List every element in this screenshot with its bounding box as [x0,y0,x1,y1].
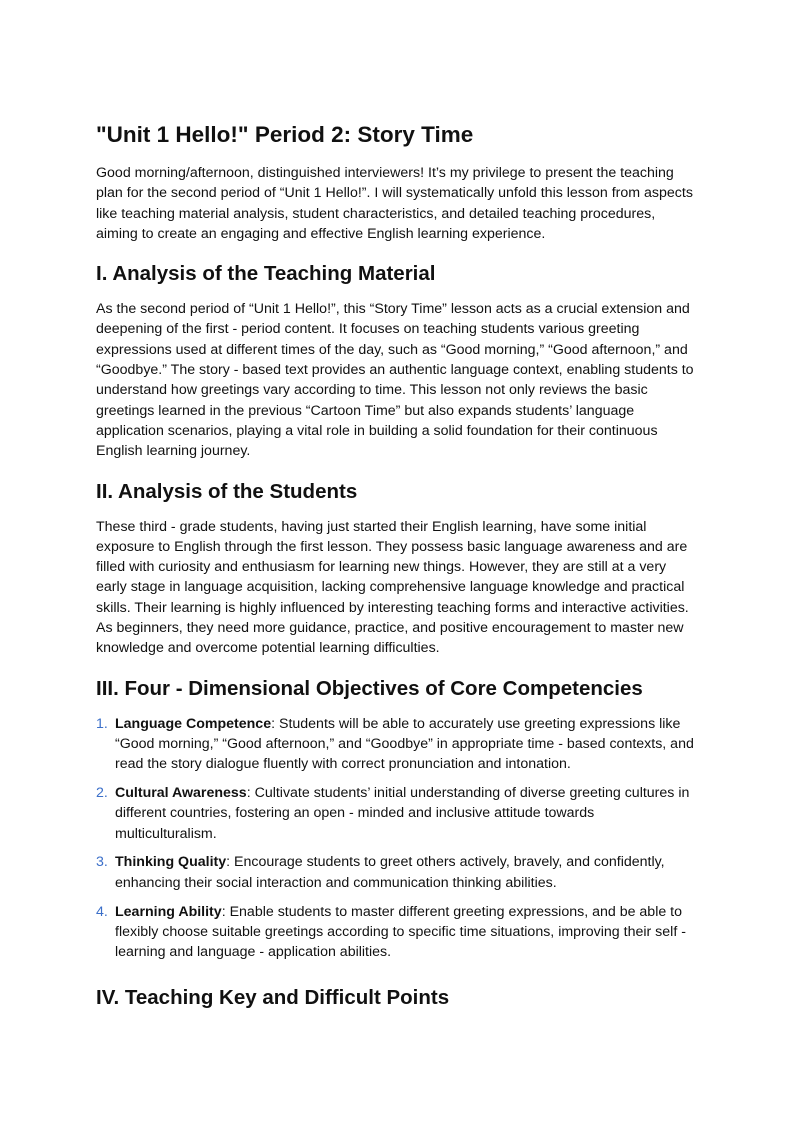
list-item [96,783,697,844]
list-item [96,852,697,893]
list-number: 3. [96,854,108,871]
list-item-term: Cultural Awareness [115,785,247,802]
section-body-material: As the second period of “Unit 1 Hello!”, this “Story Time” lesson acts as a crucial extension and deepening of the first - period content. It focuses on teaching students various greeting expressions used at different times of the day, such as “Good morning,” “Good afternoon,” and “Goodbye.” The story - based text provides an authentic language context, enabling students to understand how greetings vary according to time. This lesson not only reviews the basic greetings learned in the previous “Cartoon Time” but also expands students’ language application scenarios, playing a vital role in building a solid foundation for their continuous English learning journey. [96,301,694,460]
list-item [96,902,697,963]
section-heading-key-points: IV. Teaching Key and Difficult Points [96,986,450,1010]
section-heading-material: I. Analysis of the Teaching Material [96,262,436,286]
list-item-text: : Enable students to master different greeting expressions, and be able to flexibly choose suitable greetings according to specific time situations, improving their self - learning and language - application abilities. [115,903,686,961]
objectives-list [96,714,697,963]
section-heading-objectives: III. Four - Dimensional Objectives of Core Competencies [96,676,643,700]
list-number: 4. [96,903,108,920]
intro-paragraph: Good morning/afternoon, distinguished interviewers! It’s my privilege to present the teaching plan for the second period of “Unit 1 Hello!”. I will systematically unfold this lesson from aspects like teaching material analysis, student characteristics, and detailed teaching procedures, aiming to create an engaging and effective English learning experience. [96,165,693,242]
section-body-students: These third - grade students, having just started their English learning, have some initial exposure to English through the first lesson. They possess basic language awareness and are filled with curiosity and enthusiasm for learning new things. However, they are still at a very early stage in language acquisition, lacking comprehensive language knowledge and practical skills. Their learning is highly influenced by interesting teaching forms and interactive activities. As beginners, they need more guidance, practice, and positive encouragement to master new knowledge and overcome potential learning difficulties. [96,518,689,657]
list-item-text: : Cultivate students’ initial understanding of diverse greeting cultures in different countries, fostering an open - minded and inclusive attitude towards multiculturalism. [115,785,690,842]
list-item-term: Thinking Quality [115,854,227,871]
section-heading-students: II. Analysis of the Students [96,479,358,503]
list-item-term: Learning Ability [115,903,222,920]
list-item-text: : Students will be able to accurately use greeting expressions like “Good morning,” “Good afternoon,” and “Goodbye” in appropriate time - based contexts, and read the story dialogue fluently with correct pronunciation and intonation. [115,715,694,773]
list-number: 1. [96,715,108,732]
list-number: 2. [96,785,108,802]
list-item-text: : Encourage students to greet others actively, bravely, and confidently, enhancing their social interaction and communication thinking abilities. [115,854,665,891]
document-title: "Unit 1 Hello!" Period 2: Story Time [96,122,474,147]
list-item [96,714,697,775]
list-item-term: Language Competence [115,715,272,732]
